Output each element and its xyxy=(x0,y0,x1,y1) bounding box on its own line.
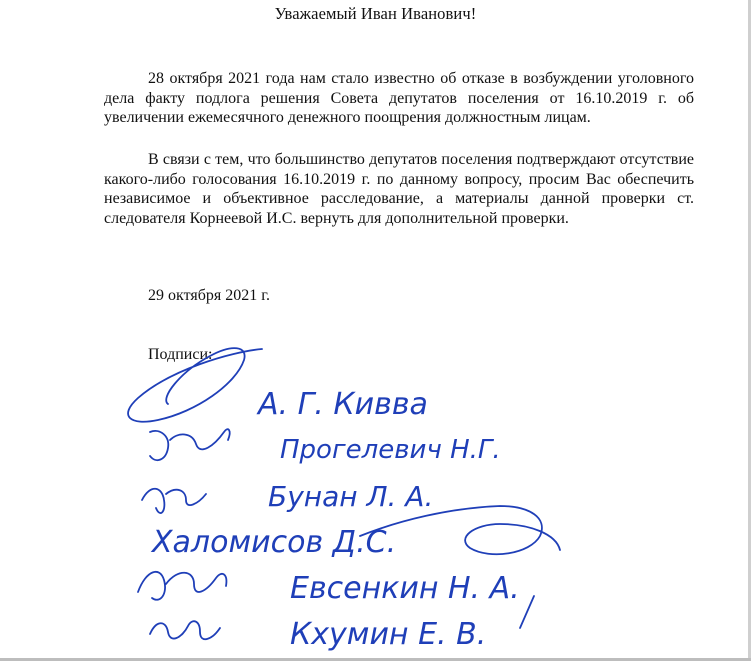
document-date: 29 октября 2021 г. xyxy=(148,287,270,304)
signature-name-4: Халомисов Д.С. xyxy=(152,525,397,560)
salutation: Уважаемый Иван Иванович! xyxy=(274,4,477,23)
signature-scribble-1 xyxy=(150,429,230,460)
signature-name-1: А. Г. Кивва xyxy=(258,387,428,422)
paragraph-2: В связи с тем, что большинство депутатов поселения подтверждают отсутствие какого-либо голосования 16.10.2019 г. по данному вопросу, просим Вас обеспечить независимое и объективное расследование, а материалы данной проверки ст. следователя Корнеевой И.С. вернуть для дополнительной проверки. xyxy=(104,151,694,227)
signature-name-2: Прогелевич Н.Г. xyxy=(280,435,501,465)
signature-name-5: Евсенкин Н. А. xyxy=(290,571,520,606)
signature-scribble-5 xyxy=(150,621,220,639)
paragraph-1: 28 октября 2021 года нам стало известно об отказе в возбуждении уголовного дела факту подлога решения Совета депутатов поселения от 16.10.2019 г. об увеличении ежемесячного денежного поощрения должностным лицам. xyxy=(104,70,694,126)
signature-name-6: Кхумин Е. В. xyxy=(290,617,487,652)
signature-scribble-2 xyxy=(142,489,206,513)
signature-name-3: Бунан Л. А. xyxy=(268,480,434,513)
signature-slash xyxy=(520,596,534,628)
signature-scribble-4 xyxy=(138,572,226,600)
signatures-label: Подписи: xyxy=(148,346,213,363)
signature-flourish-3 xyxy=(360,506,560,554)
